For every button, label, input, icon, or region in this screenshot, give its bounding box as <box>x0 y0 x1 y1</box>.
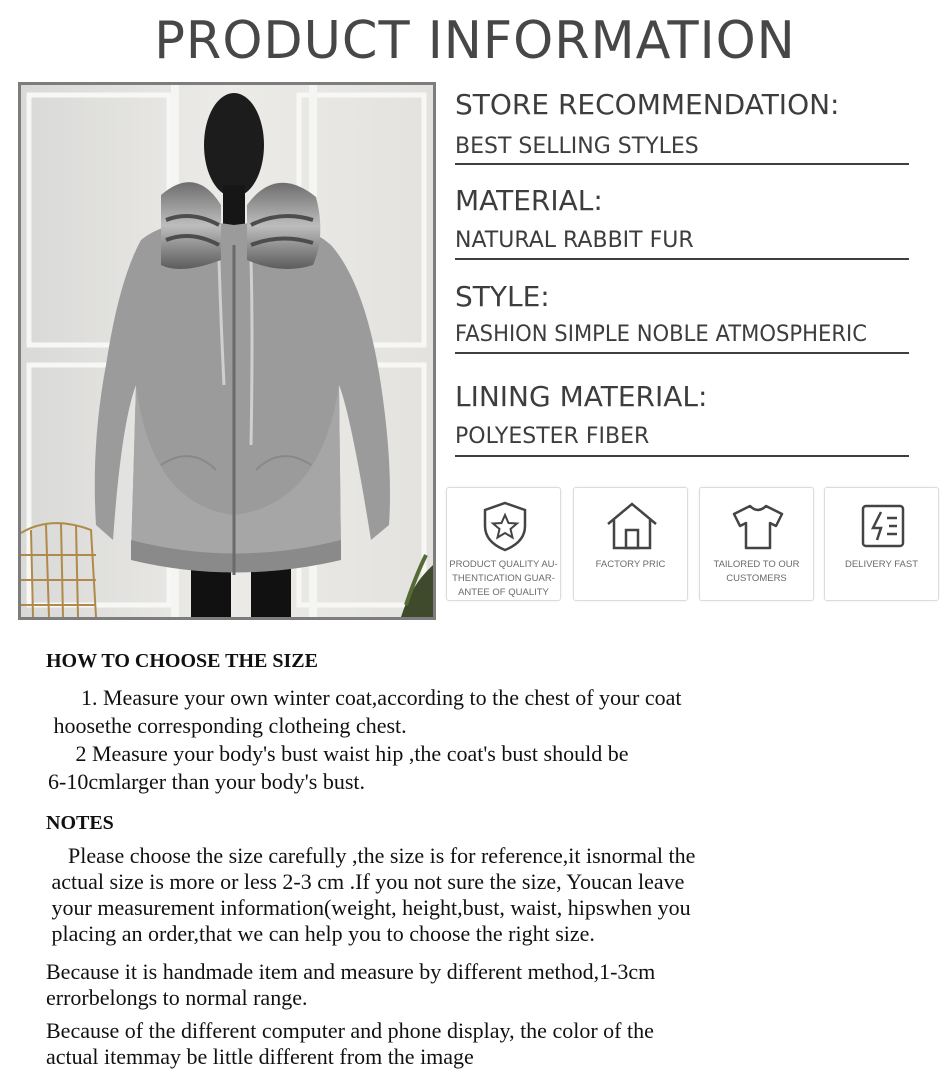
tshirt-icon <box>728 498 788 554</box>
attr-label-style: STYLE: <box>455 280 550 313</box>
shield-star-icon <box>477 498 533 554</box>
feature-label-line: THENTICATION GUAR- <box>452 573 555 584</box>
feature-label-line: CUSTOMERS <box>726 573 787 584</box>
feature-label-line: TAILORED TO OUR <box>713 559 800 570</box>
notes-line: actual itemmay be little different from the image <box>46 1044 474 1069</box>
divider <box>455 258 909 260</box>
attr-label-store-recommendation: STORE RECOMMENDATION: <box>455 88 840 121</box>
divider <box>455 163 909 165</box>
house-icon <box>602 498 662 554</box>
fast-delivery-icon <box>855 498 911 554</box>
display-note <box>46 1018 654 1070</box>
feature-factory-price <box>573 487 688 601</box>
page-title: PRODUCT INFORMATION <box>154 11 796 71</box>
size-guide-heading: HOW TO CHOOSE THE SIZE <box>46 650 318 672</box>
size-guide-line: 6-10cmlarger than your body's bust. <box>48 769 366 794</box>
feature-label-line: FACTORY PRIC <box>595 559 666 570</box>
attr-value-lining-material: POLYESTER FIBER <box>455 424 650 449</box>
attr-label-material: MATERIAL: <box>455 184 603 217</box>
size-guide-line: 2 Measure your body's bust waist hip ,the coat's bust should be <box>48 741 629 766</box>
notes-paragraph <box>46 843 695 947</box>
feature-tailored <box>699 487 814 601</box>
mannequin-hoodie-illustration <box>21 85 433 617</box>
divider <box>455 352 909 354</box>
attr-value-store-recommendation: BEST SELLING STYLES <box>455 134 699 159</box>
size-guide-line: 1. Measure your own winter coat,according to the chest of your coat <box>48 685 682 710</box>
feature-label-line: DELIVERY FAST <box>844 559 919 570</box>
attr-value-style: FASHION SIMPLE NOBLE ATMOSPHERIC <box>455 322 868 347</box>
notes-line: placing an order,that we can help you to choose the right size. <box>46 921 595 946</box>
notes-line: Because of the different computer and phone display, the color of the <box>46 1018 654 1043</box>
feature-delivery-fast <box>824 487 939 601</box>
handmade-note <box>46 959 655 1011</box>
feature-label-line: PRODUCT QUALITY AU- <box>449 559 558 570</box>
notes-line: Because it is handmade item and measure by different method,1-3cm <box>46 959 656 984</box>
notes-heading: NOTES <box>46 812 114 834</box>
size-guide-text <box>48 684 682 796</box>
feature-label-line: ANTEE OF QUALITY <box>458 587 549 598</box>
notes-line: Please choose the size carefully ,the size is for reference,it isnormal the <box>46 843 696 868</box>
size-guide-line: hoosethe corresponding clotheing chest. <box>48 713 407 738</box>
attr-value-material: NATURAL RABBIT FUR <box>455 228 694 253</box>
attr-label-lining-material: LINING MATERIAL: <box>455 380 708 413</box>
notes-line: errorbelongs to normal range. <box>46 985 308 1010</box>
divider <box>455 455 909 457</box>
notes-line: your measurement information(weight, height,bust, waist, hipswhen you <box>46 895 691 920</box>
product-photo <box>18 82 436 620</box>
notes-line: actual size is more or less 2-3 cm .If you not sure the size, Youcan leave <box>46 869 685 894</box>
feature-quality-guarantee <box>446 487 561 601</box>
